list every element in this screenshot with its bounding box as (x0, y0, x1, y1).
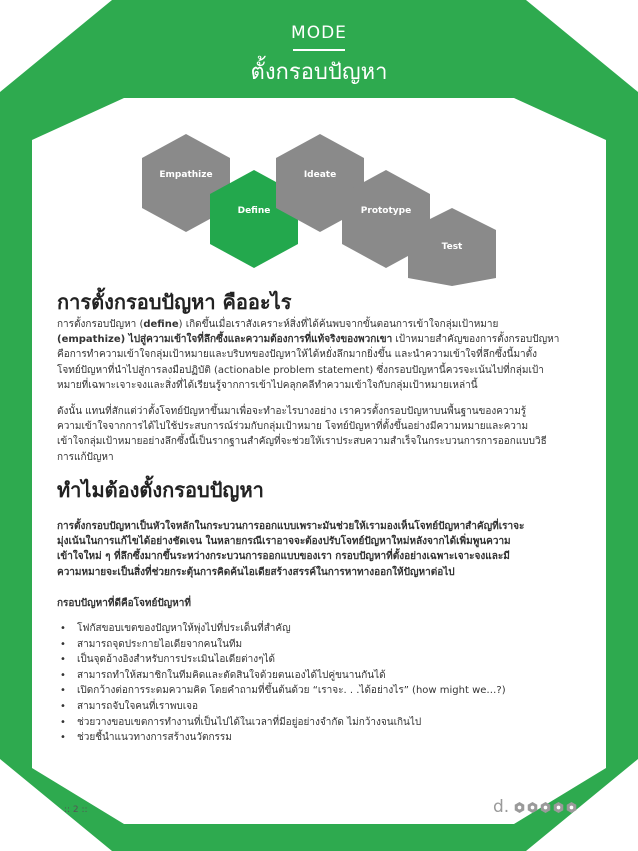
list-item: • สามารถจุดประกายไอเดียจากคนในทีม (57, 637, 589, 653)
section1-paragraph2 (57, 404, 589, 465)
mode-label: MODE (291, 23, 347, 43)
list-item: • สามารถจับใจคนที่เราพบเจอ (57, 699, 589, 715)
text-run: การตั้งกรอบปัญหา ( (57, 319, 144, 330)
text-line: หมายที่เฉพาะเจาะจงและสิ่งที่ได้เรียนรู้จากการเข้าไปคลุกคลีทำความเข้าใจกับกลุ่มเป้าหมายเหล่านี้ (57, 379, 478, 391)
test-mini-icon (566, 802, 577, 813)
page-number: :: 2 :: (64, 805, 88, 815)
prototype-mini-icon (553, 802, 564, 813)
header-divider (293, 49, 345, 51)
list-item: • สามารถทำให้สมาชิกในทีมคิดและตัดสินใจด้วยตนเองได้ไปคู่ขนานกันได้ (57, 668, 589, 684)
dschool-logo (493, 796, 577, 818)
emphasis-text: (empathize) ไปสู่ความเข้าใจที่ลึกซึ้งและความต้องการที่แท้จริงของพวกเขา (57, 334, 393, 346)
text-line: ความเข้าใจจากการได้ไปใช้ประสบการณ์ร่วมกับกลุ่มเป้าหมาย โจทย์ปัญหาที่ตั้งขึ้นอย่างมีความหมายและความ (57, 421, 529, 433)
page-title: ตั้งกรอบปัญหา (250, 60, 388, 85)
section2-heading: ทำไมต้องตั้งกรอบปัญหา (57, 478, 264, 502)
text-line: เข้าใจกลุ่มเป้าหมายอย่างลึกซึ้งนี้เป็นรากฐานสำคัญที่จะช่วยให้เราประสบความสำเร็จในกระบวนการการออกแบบวิธี (57, 436, 547, 448)
list-item: • เปิดกว้างต่อการระดมความคิด โดยคำถามที่ขึ้นต้นด้วย “เราจะ. . .ได้อย่างไร” (how might we…?) (57, 683, 589, 699)
section-what-is-define (57, 290, 589, 314)
process-diagram (130, 130, 510, 290)
text-line: เข้าใจใหม่ ๆ ที่ลึกซึ้งมากขึ้นระหว่างกระบวนการออกแบบของเรา กรอบปัญหาที่ตั้งอย่างเฉพาะเจาะจงและมี (57, 551, 510, 563)
section2-paragraph (57, 519, 589, 580)
text-line: ดังนั้น แทนที่สักแต่ว่าตั้งโจทย์ปัญหาขึ้นมาเพื่อจะทำอะไรบางอย่าง เราควรตั้งกรอบปัญหาบนพื้นฐานของความรู้ (57, 406, 527, 417)
define-keyword: define (143, 319, 179, 330)
empathize-mini-icon (514, 802, 525, 813)
text-line: คือการทำความเข้าใจกลุ่มเป้าหมายและบริบทของปัญหาให้ได้หยั่งลึกมากยิ่งขึ้น และนำความเข้าใจที่ลึกซึ้งนี้มาตั้ง (57, 349, 538, 361)
hex-ideate-label: Ideate (303, 170, 337, 180)
hex-prototype-label: Prototype (360, 206, 412, 216)
logo-letter: d. (493, 797, 510, 817)
text-run: ) เกิดขึ้นเมื่อเราสังเคราะห์สิ่งที่ได้ค้นพบจากขั้นตอนการเข้าใจกลุ่มเป้าหมาย (178, 319, 499, 330)
list-item: • ช่วยวางขอบเขตการทำงานที่เป็นไปได้ในเวลาที่มีอยู่อย่างจำกัด ไม่กว้างจนเกินไป (57, 715, 589, 731)
text-line: ความหมายจะเป็นสิ่งที่ช่วยกระตุ้นการคิดค้นไอเดียสร้างสรรค์ในการหาทางออกให้ปัญหาต่อไป (57, 566, 455, 578)
text-run: เป้าหมายสำคัญของการตั้งกรอบปัญหา (392, 334, 560, 346)
hex-empathize-label: Empathize (159, 170, 213, 180)
list-item: • เป็นจุดอ้างอิงสำหรับการประเมินไอเดียต่างๆได้ (57, 652, 589, 668)
list-intro-text: กรอบปัญหาที่ดีคือโจทย์ปัญหาที่ (57, 598, 191, 609)
hex-define-label: Define (237, 206, 271, 216)
text-line: มุ่งเน้นในการแก้ไขได้อย่างชัดเจน ในหลายกรณีเราอาจจะต้องปรับโจทย์ปัญหาใหม่หลังจากได้เพิ่มพูนความ (57, 536, 511, 548)
section1-heading: การตั้งกรอบปัญหา คืออะไร (57, 290, 292, 314)
list-item: • โฟกัสขอบเขตของปัญหาให้พุ่งไปที่ประเด็นที่สำคัญ (57, 621, 589, 637)
text-line: การตั้งกรอบปัญหาเป็นหัวใจหลักในกระบวนการออกแบบเพราะมันช่วยให้เรามองเห็นโจทย์ปัญหาสำคัญที่เราจะ (57, 521, 525, 532)
ideate-mini-icon (540, 802, 551, 813)
section1-paragraph1 (57, 317, 589, 393)
text-line: โจทย์ปัญหาที่นำไปสู่การลงมือปฏิบัติ (actionable problem statement) ซึ่งกรอบปัญหานี้ควรจะเน้นไปที่กลุ่มเป้า (57, 364, 544, 376)
list-intro (57, 596, 589, 611)
section-why-define (57, 478, 589, 502)
list-item: • ช่วยชี้นำแนวทางการสร้างนวัตกรรม (57, 730, 589, 746)
good-frame-list (57, 621, 589, 746)
define-mini-icon (527, 802, 538, 813)
text-line: การแก้ปัญหา (57, 451, 114, 463)
hex-test-label: Test (441, 242, 463, 252)
